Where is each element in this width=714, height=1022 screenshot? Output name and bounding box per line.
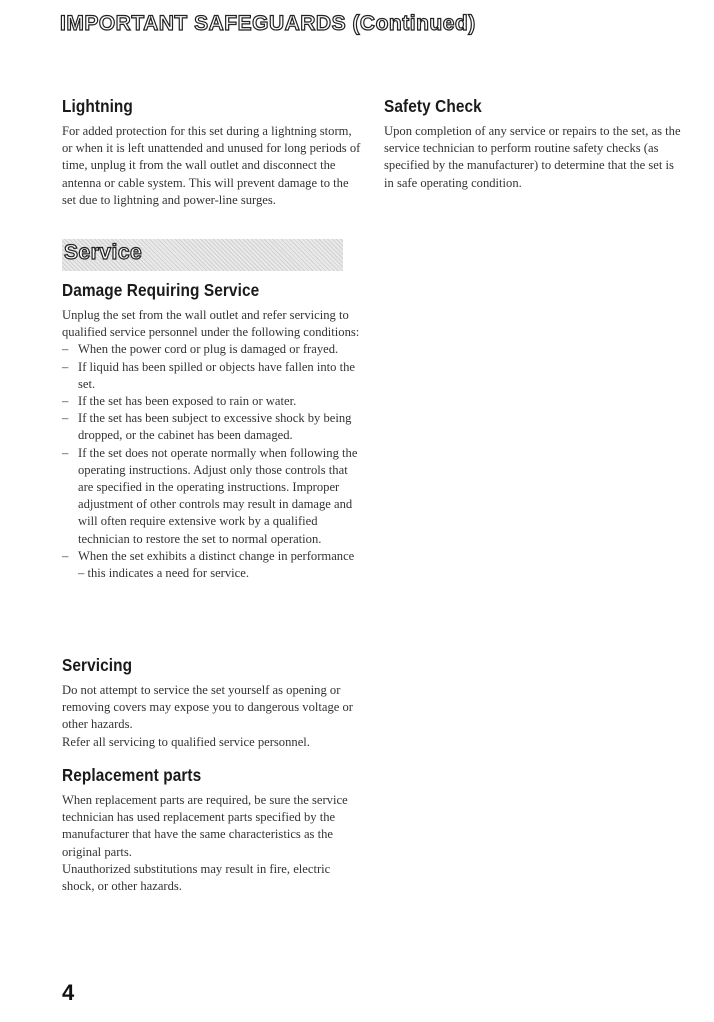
lightning-heading: Lightning xyxy=(62,96,133,116)
section-lightning xyxy=(62,96,362,209)
dash-bullet: – xyxy=(62,342,69,357)
list-item-text: When the power cord or plug is damaged or frayed. xyxy=(78,342,339,357)
replacement-para-2: Unauthorized substitutions may result in fire, electric shock, or other hazards. xyxy=(62,861,331,894)
dash-bullet: – xyxy=(62,411,69,426)
list-item xyxy=(62,341,362,358)
list-item xyxy=(62,359,362,393)
safety-check-body: Upon completion of any service or repairs to the set, as the service technician to perform routine safety checks (as specified by the manufacturer) to determine that the set is in safe operating condition. xyxy=(384,124,681,190)
section-servicing xyxy=(62,655,362,751)
dash-bullet: – xyxy=(62,394,69,409)
section-damage-requiring-service xyxy=(62,280,362,582)
list-item xyxy=(62,393,362,410)
section-safety-check xyxy=(384,96,684,192)
section-replacement-parts xyxy=(62,765,362,895)
list-item-text: If the set has been subject to excessive shock by being dropped, or the cabinet has been damaged. xyxy=(78,411,352,443)
damage-heading: Damage Requiring Service xyxy=(62,280,260,300)
list-item xyxy=(62,410,362,444)
dash-bullet: – xyxy=(62,359,69,374)
service-banner-label: Service xyxy=(64,241,143,264)
page-number: 4 xyxy=(62,980,75,1005)
list-item-text: If liquid has been spilled or objects have fallen into the set. xyxy=(78,359,355,391)
damage-conditions-list xyxy=(62,341,362,582)
lightning-body: For added protection for this set during a lightning storm, or when it is left unattended and unused for long periods of time, unplug it from the wall outlet and disconnect the antenna or cable system. This will prevent damage to the set due to lightning and power-line surges. xyxy=(62,124,361,207)
replacement-para-1: When replacement parts are required, be sure the service technician has used replacement parts specified by the manufacturer that have the same characteristics as the original parts. xyxy=(62,793,348,859)
servicing-para-1: Do not attempt to service the set yourself as opening or removing covers may expose you to dangerous voltage or other hazards. xyxy=(62,683,353,732)
dash-bullet: – xyxy=(62,445,69,460)
list-item-text: If the set has been exposed to rain or water. xyxy=(78,394,297,409)
list-item-text: If the set does not operate normally when following the operating instructions. Adjust only those controls that are specified in the operating instructions. Improper adjustment of other controls may result in damage and will often require extensive work by a qualified technician to restore the set to normal operation. xyxy=(78,445,358,546)
list-item xyxy=(62,548,362,582)
servicing-para-2: Refer all servicing to qualified service personnel. xyxy=(62,734,310,749)
service-section-banner xyxy=(62,239,343,271)
replacement-heading: Replacement parts xyxy=(62,765,202,785)
damage-intro: Unplug the set from the wall outlet and refer servicing to qualified service personnel under the following conditions: xyxy=(62,308,360,340)
dash-bullet: – xyxy=(62,548,69,563)
safety-check-heading: Safety Check xyxy=(384,96,482,116)
list-item-text: When the set exhibits a distinct change in performance – this indicates a need for service. xyxy=(78,548,355,581)
page-header-title: IMPORTANT SAFEGUARDS (Continued) xyxy=(60,12,476,35)
servicing-heading: Servicing xyxy=(62,655,133,675)
list-item xyxy=(62,445,362,548)
